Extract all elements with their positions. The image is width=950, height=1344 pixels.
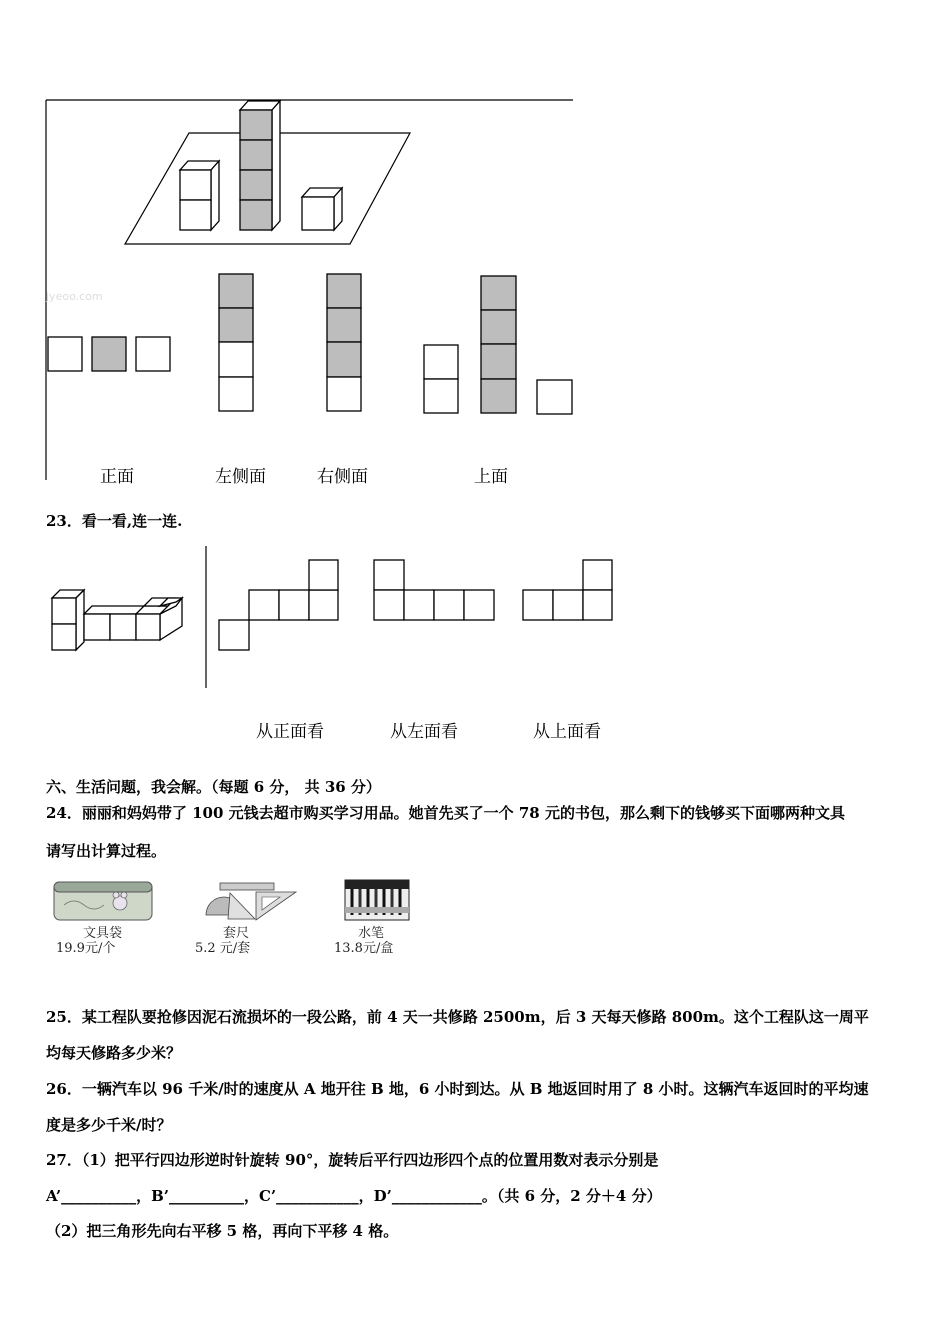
section6-title: 六、生活问题，我会解。（每题 6 分， 共 36 分）	[46, 778, 381, 796]
q26-line2: 度是多少千米/时？	[46, 1116, 172, 1134]
label-right: 右侧面	[317, 467, 368, 487]
cube-stack-tall	[240, 101, 280, 230]
watermark: jyeoo.com	[46, 290, 103, 303]
q25-line2: 均每天修路多少米？	[46, 1044, 182, 1062]
q23-label-left: 从左面看	[390, 722, 458, 742]
pencil-case-icon	[54, 882, 152, 920]
q24-items	[40, 875, 460, 960]
q23-view-c	[523, 560, 612, 620]
q24-line2: 请写出计算过程。	[46, 842, 167, 860]
item-name-ruler-set: 套尺	[223, 926, 250, 941]
item-price-pens: 13.8元/盒	[334, 941, 394, 956]
item-price-pencil-case: 19.9元/个	[56, 941, 116, 956]
q23-label-top: 从上面看	[533, 722, 601, 742]
view-left	[219, 274, 253, 411]
q27-line1: 27．（1）把平行四边形逆时针旋转 90°，旋转后平行四边形四个点的位置用数对表示分别是	[46, 1151, 659, 1169]
ruler-set-icon	[206, 883, 296, 920]
q23-drawing	[0, 540, 650, 700]
view-top	[424, 276, 572, 414]
view-right	[327, 274, 361, 411]
q26-line1: 26．一辆汽车以 96 千米/时的速度从 A 地开往 B 地，6 小时到达。从 B 地返回时用了 8 小时。这辆汽车返回时的平均速	[46, 1080, 869, 1098]
q22-figure	[0, 0, 600, 500]
label-left: 左侧面	[215, 467, 266, 487]
q22-drawing	[0, 0, 600, 500]
q25-line1: 25．某工程队要抢修因泥石流损坏的一段公路，前 4 天一共修路 2500m，后 3 天每天修路 800m。这个工程队这一周平	[46, 1008, 869, 1026]
q23-solid	[52, 590, 182, 650]
q23-label-front: 从正面看	[256, 722, 324, 742]
q27-line3: （2）把三角形先向右平移 5 格，再向下平移 4 格。	[46, 1222, 399, 1240]
cube-stack-left	[180, 161, 219, 230]
view-front	[48, 337, 170, 371]
q23-figure	[0, 540, 650, 700]
cube-single-right	[302, 188, 342, 230]
item-name-pens: 水笔	[358, 926, 385, 941]
label-top: 上面	[474, 467, 508, 487]
q23-view-a	[219, 560, 338, 650]
item-name-pencil-case: 文具袋	[83, 926, 123, 941]
pen-box-icon	[345, 880, 409, 920]
label-front: 正面	[100, 467, 134, 487]
q24-line1: 24．丽丽和妈妈带了 100 元钱去超市购买学习用品。她首先买了一个 78 元的书包，那么剩下的钱够买下面哪两种文具	[46, 804, 845, 822]
q23-title: 23．看一看,连一连.	[46, 512, 183, 530]
item-price-ruler-set: 5.2 元/套	[195, 941, 251, 956]
q23-view-b	[374, 560, 494, 620]
q27-line2: A’__________，B’__________，C’___________，D’____________。（共 6 分，2 分＋4 分）	[46, 1187, 662, 1205]
